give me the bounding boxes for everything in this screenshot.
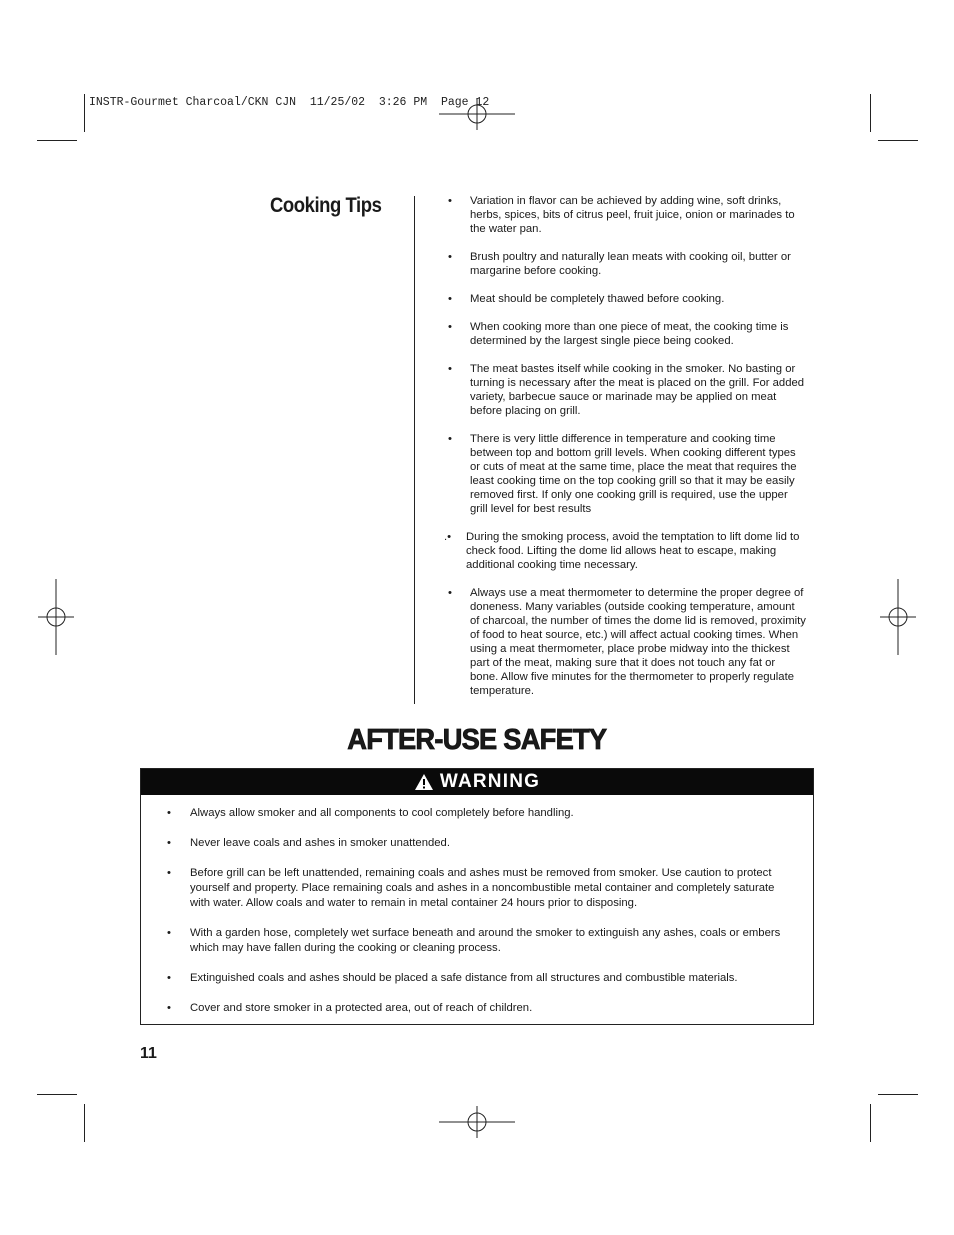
list-item-text: Variation in flavor can be achieved by adding wine, soft drinks, herbs, spices, bits of citrus peel, fruit juice, onion or marinades to the water pan. <box>470 195 795 235</box>
cooking-tips-list <box>446 194 806 712</box>
section-title-after-use-safety <box>0 724 954 757</box>
list-item <box>446 292 806 306</box>
list-item <box>165 836 789 851</box>
bullet: • <box>448 293 452 305</box>
bullet: • <box>448 195 452 207</box>
crop-mark <box>870 94 871 132</box>
list-item-text: There is very little difference in temperature and cooking time between top and bottom grill levels. When cooking different types or cuts of meat at the same time, place the meat that requires the least cooking time on the top cooking grill so that it may be easily removed first. If only one cooking grill is required, use the upper grill level for best results <box>470 433 797 515</box>
list-item <box>446 320 806 348</box>
list-item <box>446 530 806 572</box>
list-item-text: Always allow smoker and all components to cool completely before handling. <box>190 807 574 819</box>
list-item <box>446 432 806 516</box>
list-item-text: Never leave coals and ashes in smoker unattended. <box>190 837 450 849</box>
bullet: • <box>448 363 452 375</box>
warning-triangle-icon <box>414 773 434 791</box>
list-item-text: During the smoking process, avoid the temptation to lift dome lid to check food. Lifting the dome lid allows heat to escape, making additional cooking time necessary. <box>466 531 800 571</box>
list-item-text: Extinguished coals and ashes should be placed a safe distance from all structures and combustible materials. <box>190 972 738 984</box>
list-item-text: With a garden hose, completely wet surface beneath and around the smoker to extinguish any ashes, coals or embers which may have fallen during the cooking or cleaning process. <box>190 927 781 954</box>
registration-mark-icon <box>860 579 936 655</box>
crop-mark <box>37 140 77 141</box>
registration-mark-icon <box>439 76 515 152</box>
list-item <box>446 586 806 698</box>
list-item-text: Cover and store smoker in a protected area, out of reach of children. <box>190 1002 533 1014</box>
crop-mark <box>84 94 85 132</box>
crop-mark <box>870 1104 871 1142</box>
list-item <box>165 1001 789 1016</box>
bullet: • <box>448 251 452 263</box>
warning-list <box>141 795 813 1016</box>
list-item <box>446 362 806 418</box>
bullet: .• <box>444 531 452 543</box>
crop-mark <box>37 1094 77 1095</box>
list-item-text: Before grill can be left unattended, remaining coals and ashes must be removed from smoker. Use caution to protect yourself and property. Place remaining coals and ashes in a noncombustible metal container and completely saturate with water. Allow coals and water to remain in metal container 24 hours prior to disposing. <box>190 867 775 909</box>
bullet: • <box>167 972 171 984</box>
list-item <box>446 194 806 236</box>
bullet: • <box>167 927 171 939</box>
bullet: • <box>448 433 452 445</box>
bullet: • <box>167 837 171 849</box>
warning-header <box>141 769 813 795</box>
bullet: • <box>448 587 452 599</box>
printer-slug: INSTR-Gourmet Charcoal/CKN CJN 11/25/02 3:26 PM Page 12 <box>89 96 490 109</box>
registration-mark-icon <box>18 579 94 655</box>
warning-box <box>140 768 814 1025</box>
bullet: • <box>167 1002 171 1014</box>
list-item-text: Meat should be completely thawed before cooking. <box>470 293 725 305</box>
bullet: • <box>167 867 171 879</box>
vertical-divider <box>414 196 415 704</box>
section-title-cooking-tips: Cooking Tips <box>270 194 382 217</box>
list-item-text: The meat bastes itself while cooking in the smoker. No basting or turning is necessary after the meat is placed on the grill. For added variety, barbecue sauce or marinade may be applied on meat before placing on grill. <box>470 363 805 417</box>
crop-mark <box>84 1104 85 1142</box>
registration-mark-icon <box>439 1084 515 1160</box>
list-item <box>446 250 806 278</box>
bullet: • <box>167 807 171 819</box>
list-item-text: Brush poultry and naturally lean meats with cooking oil, butter or margarine before cooking. <box>470 251 791 277</box>
bullet: • <box>448 321 452 333</box>
warning-label: WARNING <box>439 771 541 792</box>
page-number: 11 <box>140 1045 157 1062</box>
list-item-text: Always use a meat thermometer to determine the proper degree of doneness. Many variables (outside cooking temperature, amount of charcoal, the number of times the dome lid is removed, proximity of food to heat source, etc.) will affect actual cooking times. When using a meat thermometer, place probe midway into the thickest part of the meat, making sure that it does not touch any fat or bone. Allow five minutes for the thermometer to properly regulate temperature. <box>470 587 806 697</box>
crop-mark <box>878 140 918 141</box>
list-item <box>165 971 789 986</box>
crop-mark <box>878 1094 918 1095</box>
after-use-title-text: AFTER-USE SAFETY <box>347 724 607 756</box>
list-item <box>165 806 789 821</box>
list-item <box>165 866 789 911</box>
list-item-text: When cooking more than one piece of meat, the cooking time is determined by the largest single piece being cooked. <box>470 321 789 347</box>
list-item <box>165 926 789 956</box>
